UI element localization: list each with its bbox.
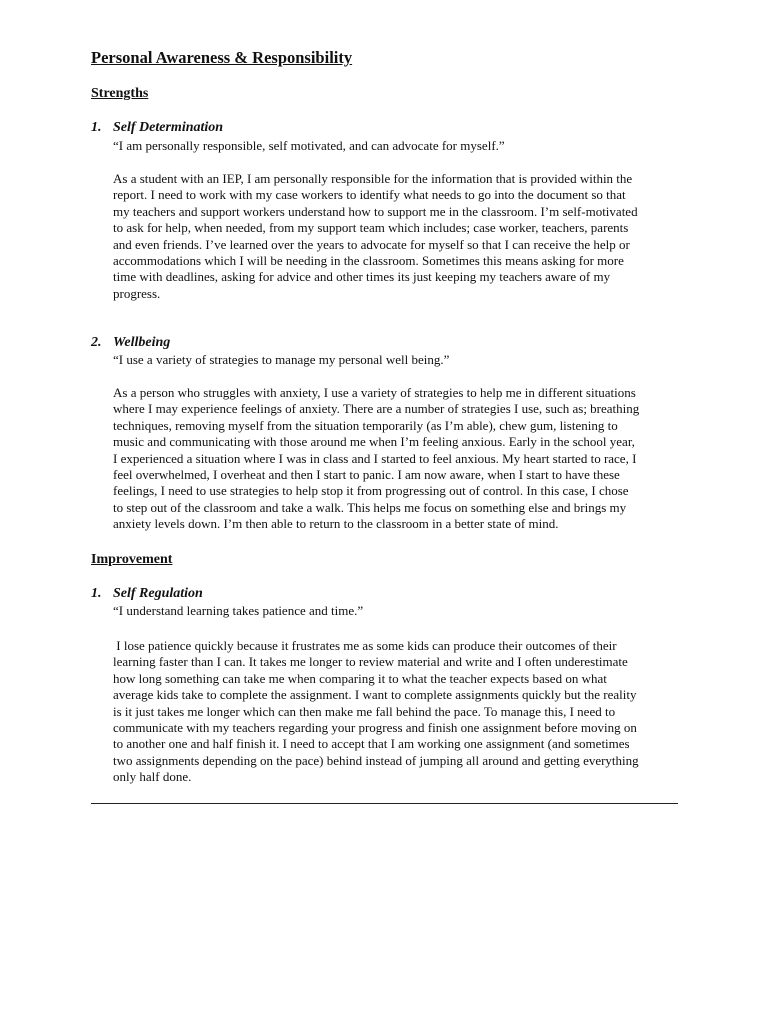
item-title: Self Regulation	[113, 586, 203, 601]
item-quote: “I am personally responsible, self motivated, and can advocate for myself.”	[113, 138, 505, 153]
paragraph-line: communicate with my teachers regarding your progress and finish one assignment before moving on	[113, 719, 637, 735]
paragraph-line: As a person who struggles with anxiety, I use a variety of strategies to help me in different situations	[113, 385, 636, 400]
paragraph-line: progress.	[113, 285, 161, 301]
paragraph-line: As a student with an IEP, I am personally responsible for the information that is provided within the	[113, 171, 633, 186]
item-number: 1.	[91, 120, 102, 135]
item-paragraph	[113, 638, 679, 786]
strength-item-heading	[91, 120, 223, 136]
document-title: Personal Awareness & Responsibility	[91, 48, 353, 67]
improvement-heading: Improvement	[91, 552, 173, 567]
paragraph-line: report. I need to work with my case workers to identify what needs to go into the document so that	[113, 187, 626, 203]
paragraph-line: only half done.	[113, 769, 192, 785]
item-paragraph	[113, 171, 679, 302]
paragraph-line: how long something can take me when comparing it to what the teacher expects based on what	[113, 670, 607, 686]
paragraph-line: I experienced a situation where I was in class and I started to feel anxious. My heart started to race, I	[113, 450, 637, 466]
item-quote: “I understand learning takes patience and time.”	[113, 603, 364, 618]
paragraph-line: to another one and half finish it. I need to accept that I am working one assignment (and sometimes	[113, 736, 630, 752]
strength-item-heading	[91, 335, 170, 351]
paragraph-line: time with deadlines, asking for advice and other times its just keeping my teachers aware of my	[113, 269, 611, 285]
paragraph-line: learning faster than I can. It takes me longer to review material and write and I often underestimate	[113, 654, 628, 670]
horizontal-rule	[91, 803, 678, 804]
paragraph-line: accommodations which I will be needing in the classroom. Sometimes this means asking for more	[113, 252, 624, 268]
item-number: 1.	[91, 586, 102, 601]
paragraph-line: where I may experience feelings of anxiety. There are a number of strategies I use, such as; breathing	[113, 401, 640, 417]
paragraph-line: feel overwhelmed, I overheat and then I start to panic. I am now aware, when I start to have these	[113, 466, 620, 482]
paragraph-line: anxiety levels down. I’m then able to return to the classroom in a better state of mind.	[113, 516, 559, 532]
paragraph-line: average kids take to complete the assignment. I want to complete assignments quickly but the reality	[113, 687, 637, 703]
paragraph-line: to ask for help, when needed, from my support team which includes; case worker, teachers, parents	[113, 220, 629, 236]
item-title: Wellbeing	[113, 335, 171, 350]
paragraph-line: and even friends. I’ve learned over the years to advocate for myself so that I can receive the help or	[113, 236, 630, 252]
strengths-heading: Strengths	[91, 86, 149, 101]
item-quote: “I use a variety of strategies to manage my personal well being.”	[113, 352, 450, 367]
item-number: 2.	[91, 335, 102, 350]
item-paragraph	[113, 385, 679, 533]
improvement-item-heading	[91, 586, 203, 602]
paragraph-line: my teachers and support workers understand how to support me in the classroom. I’m self-motivated	[113, 203, 638, 219]
paragraph-line: music and communicating with those around me when I’m feeling anxious. Early in the school year,	[113, 434, 635, 450]
item-title: Self Determination	[113, 120, 224, 135]
paragraph-line: is it just takes me longer which can then make me fall behind the pace. To manage this, I need to	[113, 703, 616, 719]
paragraph-line: to step out of the classroom and take a walk. This helps me focus on something else and brings my	[113, 499, 627, 515]
paragraph-line: I lose patience quickly because it frustrates me as some kids can produce their outcomes of their	[113, 638, 617, 653]
paragraph-line: feelings, I need to use strategies to help stop it from progressing out of control. In this case, I chose	[113, 483, 629, 499]
paragraph-line: two assignments depending on the pace) behind instead of jumping all around and getting everything	[113, 752, 639, 768]
paragraph-line: techniques, removing myself from the situation temporarily (as I’m able), chew gum, listening to	[113, 417, 618, 433]
